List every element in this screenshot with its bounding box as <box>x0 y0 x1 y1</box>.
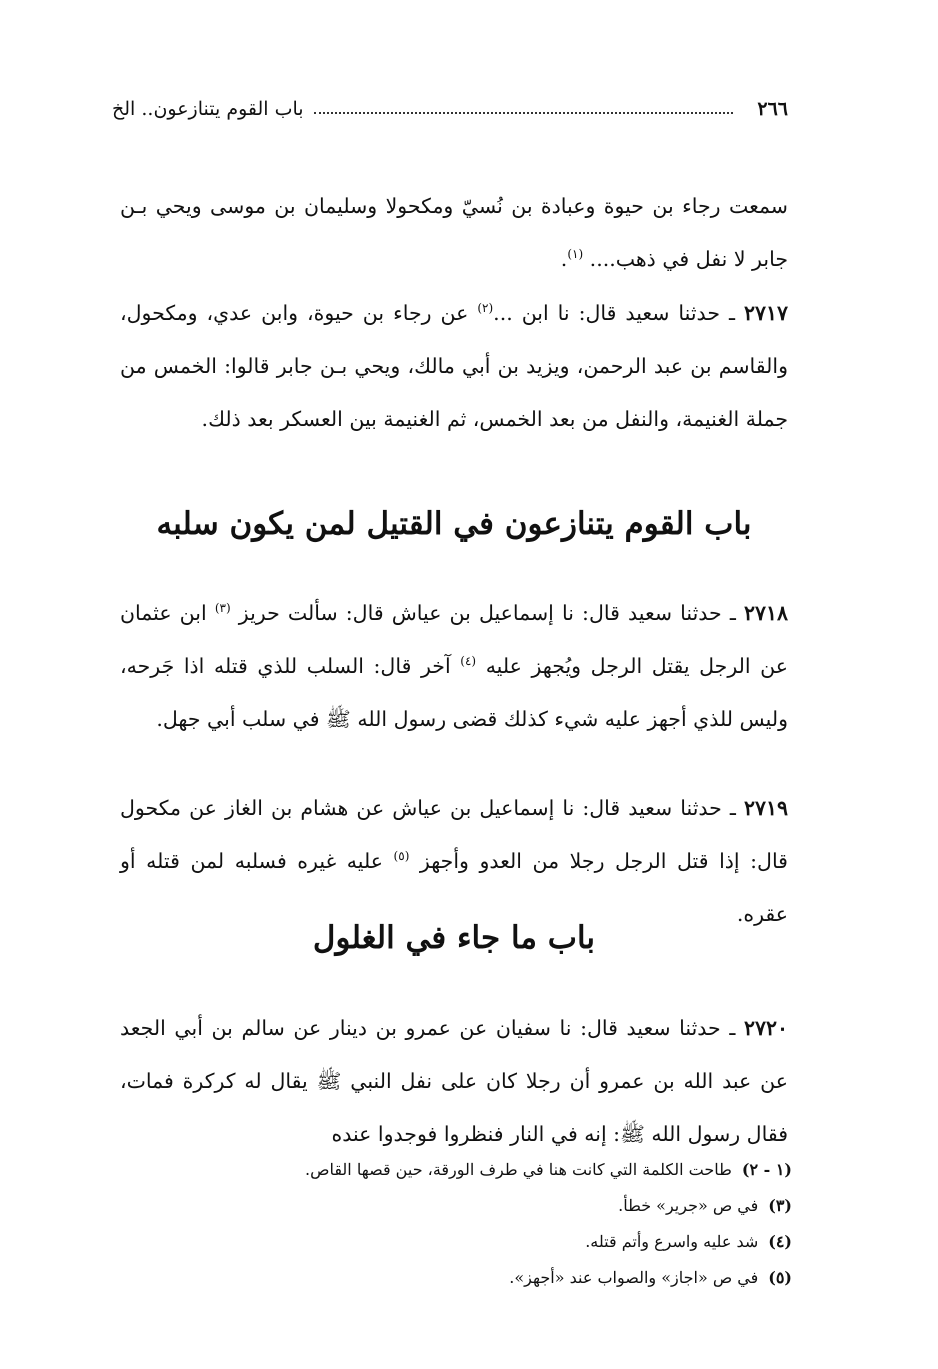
chapter-title: باب القوم يتنازعون في القتيل لمن يكون سلبه <box>156 506 752 542</box>
paragraph-continuation <box>120 180 788 286</box>
page-number: ٢٦٦ <box>757 98 788 120</box>
footnote: (٤)شد عليه واسرع وأتم قتله. <box>585 1232 792 1251</box>
footnote-ref: (٤) <box>460 654 477 669</box>
hadith-2717 <box>120 287 788 446</box>
hadith-number: ٢٧١٩ <box>743 796 788 820</box>
paragraph-text: ٢٧١٧ ـ حدثنا سعيد قال: نا ابن ...$^{(٢)}$ عن رجاء بن حيوة، وابن عدي، ومكحول، والقاسم بن عبد الرحمن، ويزيد بن أبي مالك، ويحي بـن جابر قالوا: الخمس من جملة الغنيمة، والنفل من بعد الخمس، ثم الغنيمة بين العسكر بعد ذلك. <box>120 301 788 431</box>
footnote-ref: (٢) <box>477 301 494 316</box>
footnote: (٥)في ص «اجاز» والصواب عند «أجهز». <box>509 1268 792 1287</box>
footnote-ref: (٥) <box>393 849 410 864</box>
hadith-2719 <box>120 782 788 941</box>
hadith-2720 <box>120 1002 788 1161</box>
hadith-number: ٢٧١٨ <box>743 601 788 625</box>
paragraph-text: ٢٧١٨ ـ حدثنا سعيد قال: نا إسماعيل بن عياش قال: سألت حريز $^{(٣)}$ ابن عثمان عن الرجل يقتل الرجل ويُجهز عليه $^{(٤)}$ آخر قال: السلب للذي قتله اذا جَرحه، وليس للذي أجهز عليه شيء كذلك قضى رسول الله ﷺ في سلب أبي جهل. <box>120 601 789 731</box>
running-title: باب القوم يتنازعون.. الخ <box>112 98 304 120</box>
footnote-ref: (١) <box>567 247 584 262</box>
running-header <box>112 94 788 124</box>
chapter-heading <box>120 920 788 956</box>
chapter-heading <box>120 506 788 542</box>
paragraph-text: ٢٧١٩ ـ حدثنا سعيد قال: نا إسماعيل بن عياش عن هشام بن الغاز عن مكحول قال: إذا قتل الرجل رجلا من العدو وأجهز $^{(٥)}$ عليه غيره فسلبه لمن قتله أو عقره. <box>120 796 788 926</box>
paragraph-text: ٢٧٢٠ ـ حدثنا سعيد قال: نا سفيان عن عمرو بن دينار عن سالم بن أبي الجعد عن عبد الله بن عمرو أن رجلا كان على نفل النبي ﷺ يقال له كركرة فمات، فقال رسول الله ﷺ: إنه في النار فنظروا فوجدوا عنده <box>120 1016 788 1146</box>
footnotes <box>180 1152 792 1296</box>
hadith-number: ٢٧٢٠ <box>743 1016 788 1040</box>
hadith-number: ٢٧١٧ <box>743 301 788 325</box>
footnote: (٣)في ص «جرير» خطأ. <box>618 1196 792 1215</box>
chapter-title: باب ما جاء في الغلول <box>312 920 596 956</box>
hadith-2718 <box>120 587 788 746</box>
paragraph-text: سمعت رجاء بن حيوة وعبادة بن نُسيّ ومكحولا وسليمان بن موسى ويحي بـن جابر لا نفل في ذهب.... $^{(١)}$. <box>120 194 788 271</box>
header-dotted-rule <box>314 112 734 114</box>
footnote: (١ - ٢)طاحت الكلمة التي كانت هنا في طرف الورقة، حين قصها القاص. <box>305 1160 792 1179</box>
footnote-ref: (٣) <box>214 601 231 616</box>
